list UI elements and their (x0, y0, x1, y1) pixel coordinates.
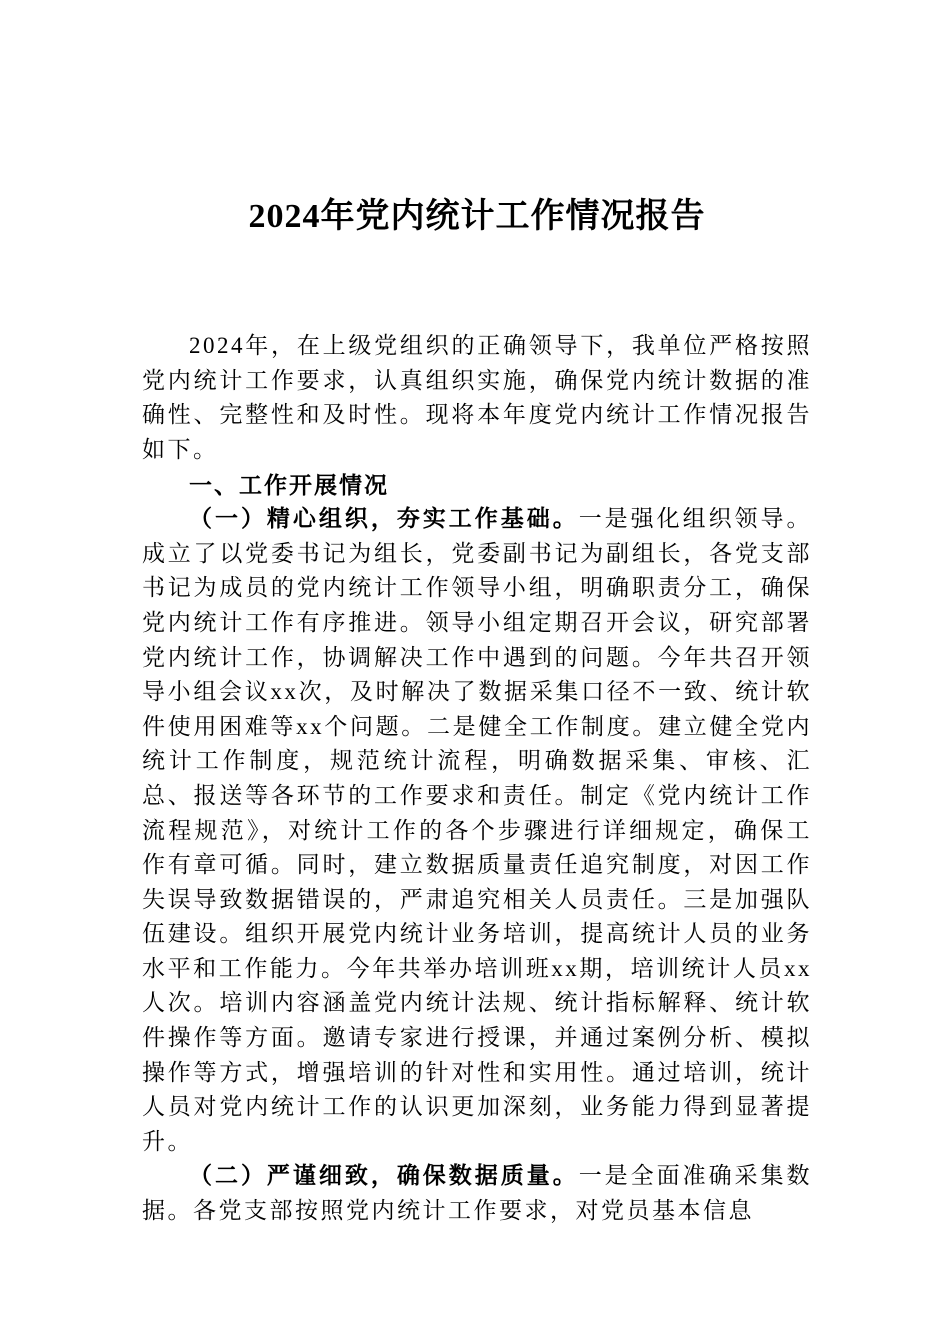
subsection-1-paragraph (142, 502, 812, 1159)
document-title: 2024年党内统计工作情况报告 (248, 198, 706, 235)
section-heading-work-progress: 一、工作开展情况 (189, 471, 389, 498)
subsection-2-text: 一是全面准确采集数据。各党支部按照党内统计工作要求，对党员基本信息 (142, 1163, 813, 1224)
subsection-1-text: 一是强化组织领导。成立了以党委书记为组长，党委副书记为副组长，各党支部书记为成员的党内统计工作领导小组，明确职责分工，确保党内统计工作有序推进。领导小组定期召开会议，研究部署党内统计工作，协调解决工作中遇到的问题。今年共召开领导小组会议xx次，及时解决了数据采集口径不一致、统计软件使用困难等xx个问题。二是健全工作制度。建立健全党内统计工作制度，规范统计流程，明确数据采集、审核、汇总、报送等各环节的工作要求和责任。制定《党内统计工作流程规范》，对统计工作的各个步骤进行详细规定，确保工作有章可循。同时，建立数据质量责任追究制度，对因工作失误导致数据错误的，严肃追究相关人员责任。三是加强队伍建设。组织开展党内统计业务培训，提高统计人员的业务水平和工作能力。今年共举办培训班xx期，培训统计人员xx人次。培训内容涵盖党内统计法规、统计指标解释、统计软件操作等方面。邀请专家进行授课，并通过案例分析、模拟操作等方式，增强培训的针对性和实用性。通过培训，统计人员对党内统计工作的认识更加深刻，业务能力得到显著提升。 (142, 506, 813, 1154)
subsection-2-paragraph (142, 1159, 812, 1228)
intro-paragraph: 2024年，在上级党组织的正确领导下，我单位严格按照党内统计工作要求，认真组织实施，确保党内统计数据的准确性、完整性和及时性。现将本年度党内统计工作情况报告如下。 (142, 333, 812, 462)
subsection-2-lead: （二）严谨细致，确保数据质量。 (189, 1163, 579, 1189)
subsection-1-lead: （一）精心组织，夯实工作基础。 (189, 506, 579, 532)
